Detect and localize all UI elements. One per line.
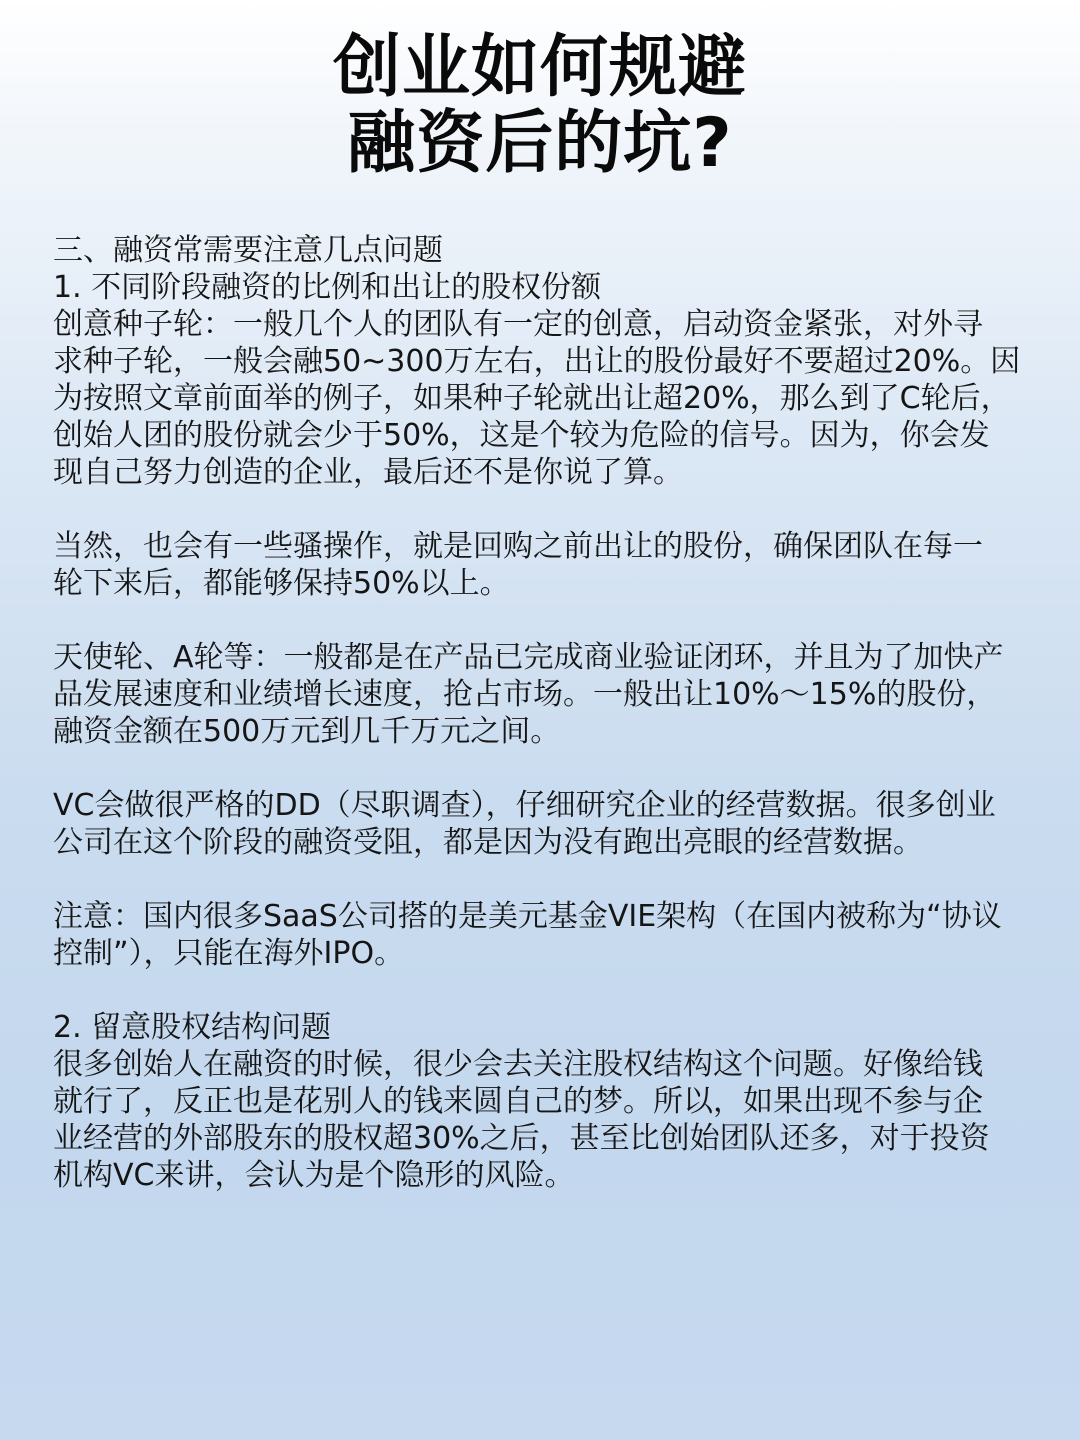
seed-round-paragraph: 创意种子轮：一般几个人的团队有一定的创意，启动资金紧张，对外寻 求种子轮，一般会融50~300万左右，出让的股份最好不要超过20%。因 为按照文章前面举的例子，如果种子轮就出让超20%，那么到了C轮后， 创始人团的股份就会少于50%，这是个较为危险的信号。因为，你会发 现自己努力创造的企业，最后还不是你说了算。 bbox=[53, 307, 1021, 490]
vc-dd-paragraph: VC会做很严格的DD（尽职调查），仔细研究企业的经营数据。很多创业 公司在这个阶段的融资受阻，都是因为没有跑出亮眼的经营数据。 bbox=[53, 788, 996, 860]
equity-structure-paragraph: 很多创始人在融资的时候，很少会去关注股权结构这个问题。好像给钱 就行了，反正也是花别人的钱来圆自己的梦。所以，如果出现不参与企 业经营的外部股东的股权超30%之后，甚至比创始团队还多，对于投资 机构VC来讲，会认为是个隐形的风险。 bbox=[53, 1047, 990, 1193]
title-line-1: 创业如何规避 bbox=[332, 28, 747, 107]
article-body bbox=[53, 232, 1043, 1194]
point-1-heading: 1. 不同阶段融资的比例和出让的股权份额 bbox=[53, 270, 602, 305]
section-heading: 三、融资常需要注意几点问题 bbox=[53, 233, 443, 268]
angel-a-round-paragraph: 天使轮、A轮等：一般都是在产品已完成商业验证闭环，并且为了加快产 品发展速度和业绩增长速度，抢占市场。一般出让10%～15%的股份， 融资金额在500万元到几千万元之间。 bbox=[53, 640, 1004, 749]
vie-note-paragraph: 注意：国内很多SaaS公司搭的是美元基金VIE架构（在国内被称为“协议 控制”），只能在海外IPO。 bbox=[53, 899, 1002, 971]
title-line-2: 融资后的坑? bbox=[347, 104, 733, 183]
page-title bbox=[0, 30, 1080, 182]
point-2-heading: 2. 留意股权结构问题 bbox=[53, 1010, 332, 1045]
buyback-paragraph: 当然，也会有一些骚操作，就是回购之前出让的股份，确保团队在每一 轮下来后，都能够保持50%以上。 bbox=[53, 529, 983, 601]
